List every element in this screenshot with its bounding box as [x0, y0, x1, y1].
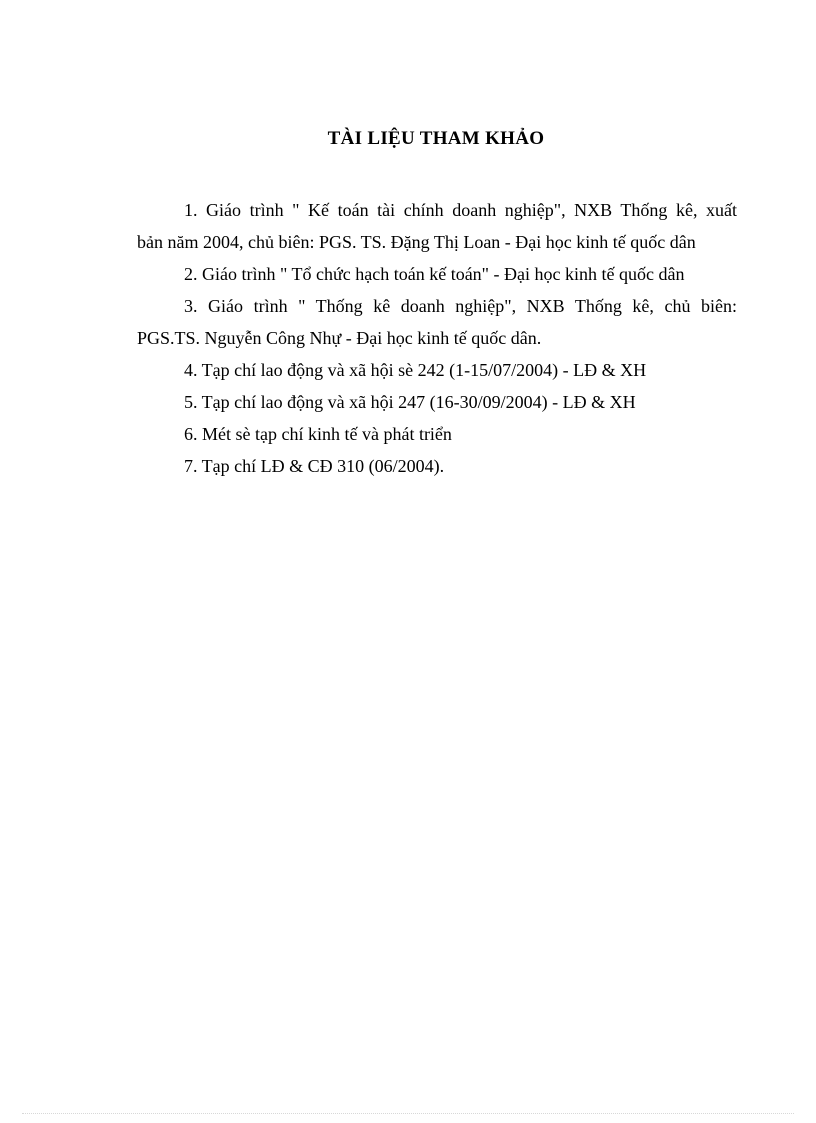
page-title: TÀI LIỆU THAM KHẢO	[327, 128, 545, 149]
reference-item	[137, 418, 737, 450]
reference-item	[137, 386, 737, 418]
reference-item	[137, 354, 737, 386]
reference-line: 6. Mét sè tạp chí kinh tế và phát triển	[184, 424, 452, 444]
reference-line: 7. Tạp chí LĐ & CĐ 310 (06/2004).	[184, 456, 445, 476]
reference-line: 1. Giáo trình " Kế toán tài chính doanh nghiệp", NXB Thống kê, xuất	[184, 200, 737, 220]
reference-line: bản năm 2004, chủ biên: PGS. TS. Đặng Thị Loan - Đại học kinh tế quốc dân	[137, 232, 696, 252]
reference-line: 4. Tạp chí lao động và xã hội sè 242 (1-15/07/2004) - LĐ & XH	[184, 360, 647, 380]
reference-line: 5. Tạp chí lao động và xã hội 247 (16-30/09/2004) - LĐ & XH	[184, 392, 636, 412]
page-bottom-divider	[22, 1113, 794, 1114]
reference-line: PGS.TS. Nguyễn Công Nhự - Đại học kinh tế quốc dân.	[137, 328, 542, 348]
reference-line: 2. Giáo trình " Tổ chức hạch toán kế toán" - Đại học kinh tế quốc dân	[184, 264, 685, 284]
reference-list	[137, 194, 737, 482]
reference-item	[137, 258, 737, 290]
reference-item	[137, 194, 737, 258]
reference-item	[137, 450, 737, 482]
reference-item	[137, 290, 737, 354]
reference-line: 3. Giáo trình " Thống kê doanh nghiệp", NXB Thống kê, chủ biên:	[184, 296, 737, 316]
